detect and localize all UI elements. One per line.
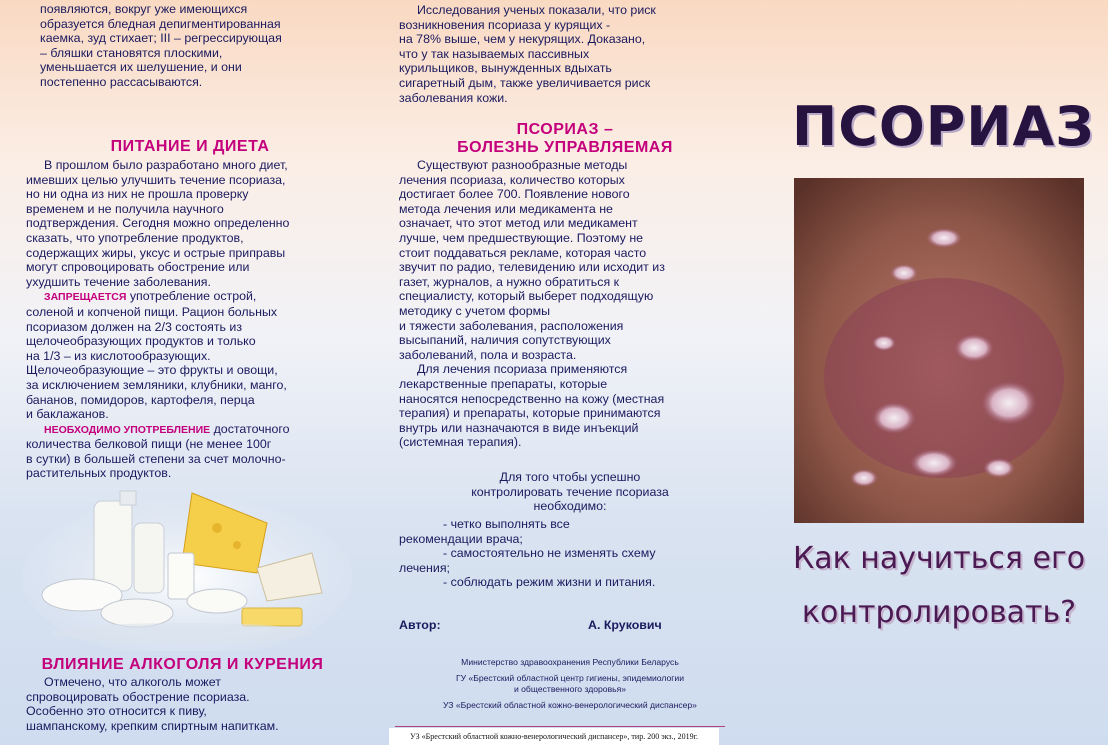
brochure-title: ПСОРИАЗ: [792, 95, 1095, 158]
diet-text: В прошлом было разработано много диет, имевших целью улучшить течение псориаза, но ни одна из них не прошла проверку временем и не получила научного подтверждения. Сегодня можно определенно сказать, что употребление продуктов, содержащих жиры, уксус и острые приправы могут спровоцировать обострение или ухудшить течение заболевания. ЗАПРЕЩАЕТСЯ употребление острой, соленой и копченой пищи. Рацион больных псориазом должен на 2/3 состоять из щелочеобразующих продуктов и только на 1/3 – из кислотообразующих. Щелочеобразующие – это фрукты и овощи, за исключением земляники, клубники, манго, бананов, помидоров, картофеля, перца и баклажанов. НЕОБХОДИМО УПОТРЕБЛЕНИЕ достаточного количества белковой пищи (не менее 100г в сутки) в большей степени за счет молочно- растительных продуктов.: [26, 158, 290, 481]
organization-info: Министерство здравоохранения Республики Беларусь ГУ «Брестский областной центр гигиены, эпидемиологии и общественного здоровья» УЗ «Брестский областной кожно-венерологический диспансер»: [443, 657, 697, 710]
footer-divider: [395, 726, 725, 727]
middle-panel: [375, 0, 770, 745]
alcohol-text: Отмечено, что алкоголь может спровоцировать обострение псориаза. Особенно это относится к пиву, шампанскому, крепким спиртным напиткам.: [26, 675, 279, 733]
managed-heading: ПСОРИАЗ – БОЛЕЗНЬ УПРАВЛЯЕМАЯ: [457, 121, 673, 156]
required-label: НЕОБХОДИМО УПОТРЕБЛЕНИЕ: [44, 423, 211, 436]
intro-text: появляются, вокруг уже имеющихся образуется бледная депигментированная каемка, зуд стихает; III – регрессирующая – бляшки становятся плоскими, уменьшается их шелушение, и они постепенно рассасываются.: [40, 2, 282, 89]
psoriasis-skin-photo: [794, 178, 1084, 523]
alcohol-heading: ВЛИЯНИЕ АЛКОГОЛЯ И КУРЕНИЯ: [41, 656, 324, 673]
question-text: Как научиться его контролировать?: [792, 541, 1086, 630]
methods-text: Существуют разнообразные методы лечения псориаза, количество которых достигает более 700. Появление нового метода лечения или медикамента не означает, что этот метод или медикамент лучше, чем предшествующие. Поэтому не стоит поддаваться рекламе, которая часто звучит по радио, телевидению или исходит из газет, журналов, а нужно обратиться к специалисту, который выберет подходящую методику с учетом формы и тяжести заболевания, расположения высыпаний, наличия сопутствующих заболеваний, пола и возраста. Для лечения псориаза применяются лекарственные препараты, которые наносятся непосредственно на кожу (местная терапия) и препараты, которые принимаются внутрь или назначаются в виде инъекций (системная терапия).: [399, 158, 665, 450]
research-text: Исследования ученых показали, что риск возникновения псориаза у курящих - на 78% выше, чем у некурящих. Доказано, что у так называемых пассивных курильщиков, вынужденных вдыхать сигаретный дым, также увеличивается риск заболевания кожи.: [399, 3, 656, 105]
author-name: А. Крукович: [588, 618, 662, 632]
right-panel: [770, 0, 1108, 745]
dairy-products-image: [22, 483, 352, 651]
diet-heading: ПИТАНИЕ И ДИЕТА: [110, 138, 270, 155]
author-label: Автор:: [399, 618, 441, 632]
left-panel: [0, 0, 375, 745]
print-footer: УЗ «Брестский областной кожно-венерологический диспансер», тир. 200 экз., 2019г.: [389, 728, 719, 745]
control-intro: Для того чтобы успешно контролировать течение псориаза необходимо:: [471, 470, 669, 514]
forbidden-label: ЗАПРЕЩАЕТСЯ: [44, 291, 127, 304]
control-list: - четко выполнять все рекомендации врача; - самостоятельно не изменять схему лечения; - соблюдать режим жизни и питания.: [399, 517, 656, 590]
